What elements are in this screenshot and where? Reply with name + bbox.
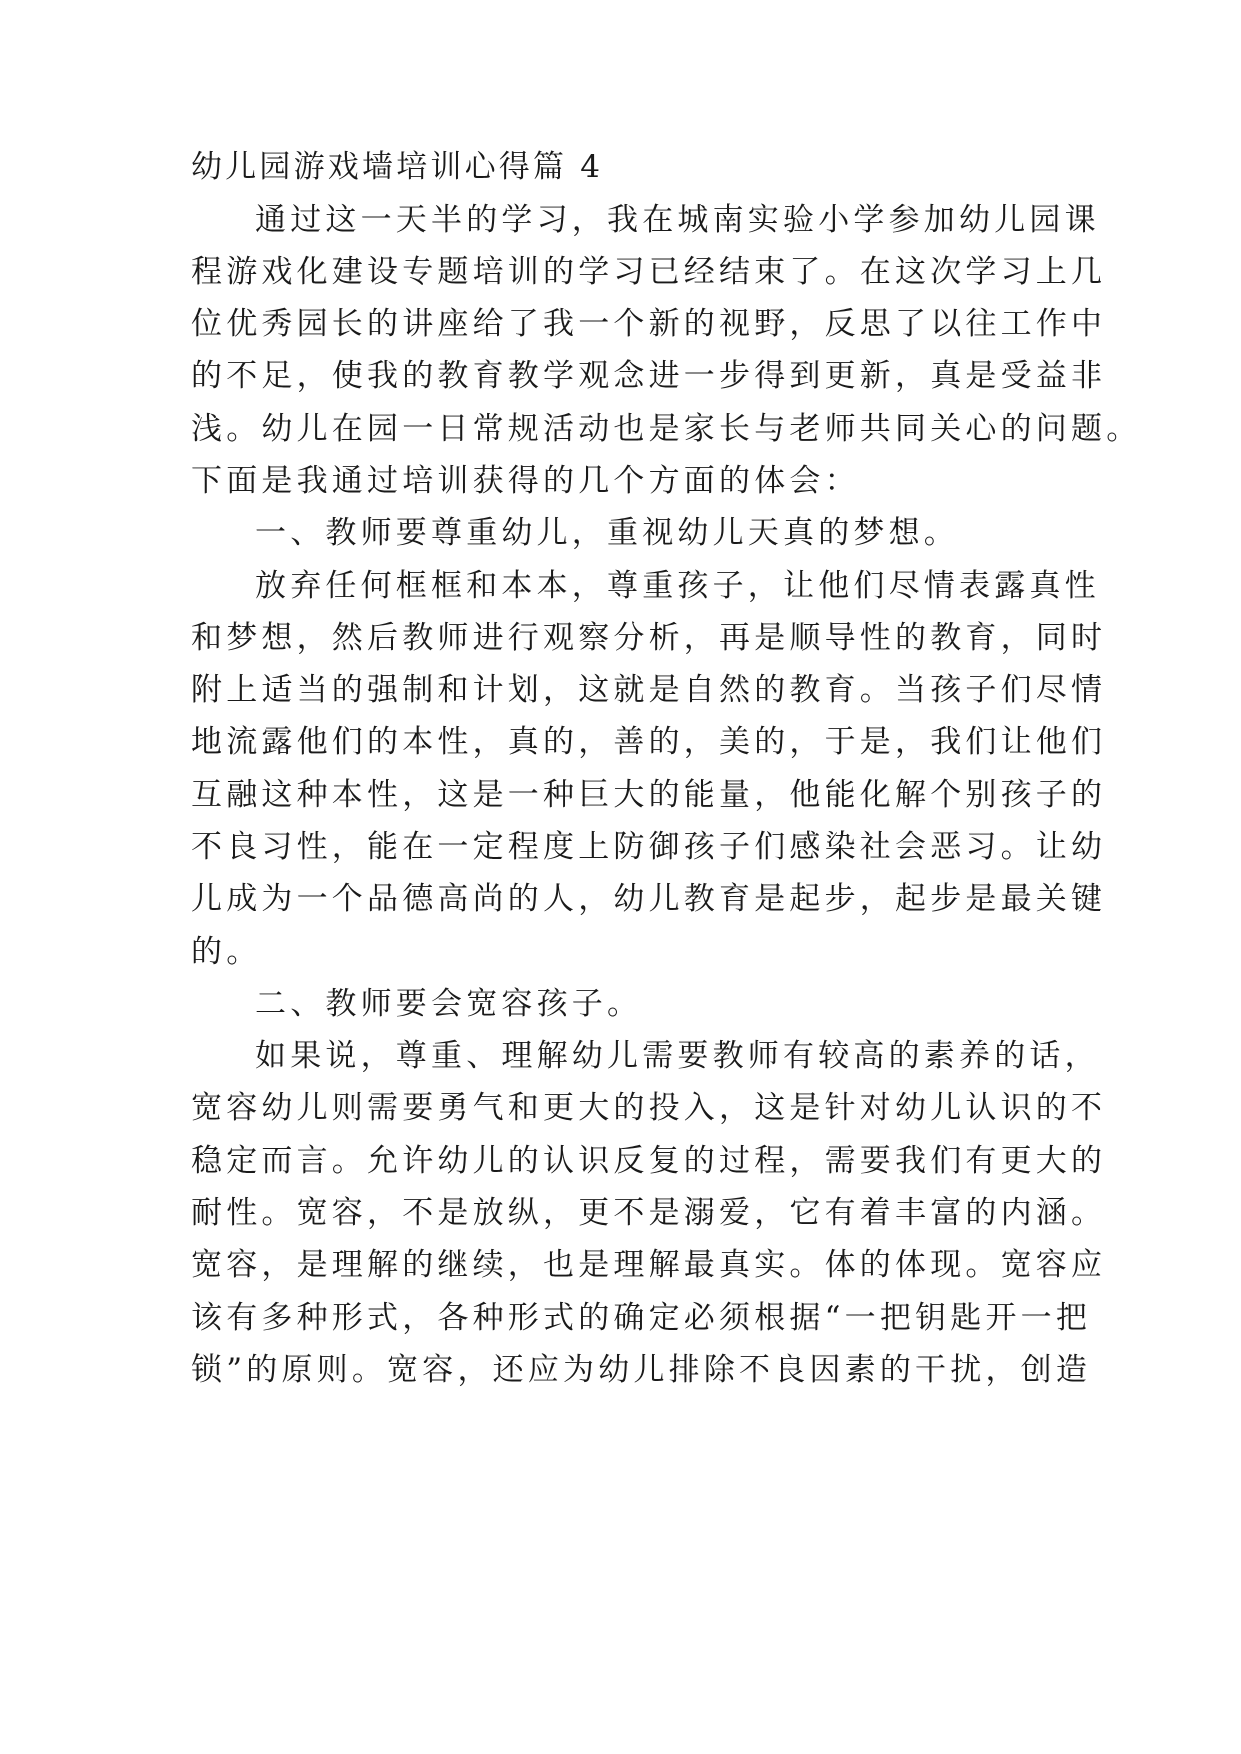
paragraph-line: 耐性。宽容，不是放纵，更不是溺爱，它有着丰富的内涵。 xyxy=(191,1195,1107,1231)
paragraph-line: 互融这种本性，这是一种巨大的能量，他能化解个别孩子的 xyxy=(191,777,1107,813)
paragraph-line: 的。 xyxy=(191,934,262,970)
paragraph-line: 浅。幼儿在园一日常规活动也是家长与老师共同关心的问题。 xyxy=(191,411,1142,447)
paragraph-line: 锁”的原则。宽容，还应为幼儿排除不良因素的干扰，创造 xyxy=(191,1352,1092,1388)
section-heading: 二、教师要会宽容孩子。 xyxy=(255,986,643,1022)
paragraph-line: 宽容，是理解的继续，也是理解最真实。体的体现。宽容应 xyxy=(191,1247,1107,1283)
paragraph-line: 程游戏化建设专题培训的学习已经结束了。在这次学习上几 xyxy=(191,254,1107,290)
paragraph-line: 和梦想，然后教师进行观察分析，再是顺导性的教育，同时 xyxy=(191,620,1107,656)
paragraph-line: 放弃任何框框和本本，尊重孩子，让他们尽情表露真性 xyxy=(255,568,1100,604)
paragraph-line: 宽容幼儿则需要勇气和更大的投入，这是针对幼儿认识的不 xyxy=(191,1090,1107,1126)
paragraph-line: 地流露他们的本性，真的，善的，美的，于是，我们让他们 xyxy=(191,724,1107,760)
paragraph-line: 的不足，使我的教育教学观念进一步得到更新，真是受益非 xyxy=(191,358,1107,394)
section-heading: 一、教师要尊重幼儿，重视幼儿天真的梦想。 xyxy=(255,515,959,551)
paragraph-line: 如果说，尊重、理解幼儿需要教师有较高的素养的话， xyxy=(255,1038,1100,1074)
paragraph-line: 下面是我通过培训获得的几个方面的体会： xyxy=(191,463,860,499)
paragraph-line: 稳定而言。允许幼儿的认识反复的过程，需要我们有更大的 xyxy=(191,1143,1107,1179)
paragraph-line: 位优秀园长的讲座给了我一个新的视野，反思了以往工作中 xyxy=(191,306,1107,342)
paragraph-line: 儿成为一个品德高尚的人，幼儿教育是起步，起步是最关键 xyxy=(191,881,1107,917)
paragraph-line: 通过这一天半的学习，我在城南实验小学参加幼儿园课 xyxy=(255,202,1100,238)
paragraph-line: 该有多种形式，各种形式的确定必须根据“一把钥匙开一把 xyxy=(191,1300,1092,1336)
paragraph-line: 附上适当的强制和计划，这就是自然的教育。当孩子们尽情 xyxy=(191,672,1107,708)
document-title: 幼儿园游戏墙培训心得篇 4 xyxy=(191,149,604,185)
paragraph-line: 不良习性，能在一定程度上防御孩子们感染社会恶习。让幼 xyxy=(191,829,1107,865)
